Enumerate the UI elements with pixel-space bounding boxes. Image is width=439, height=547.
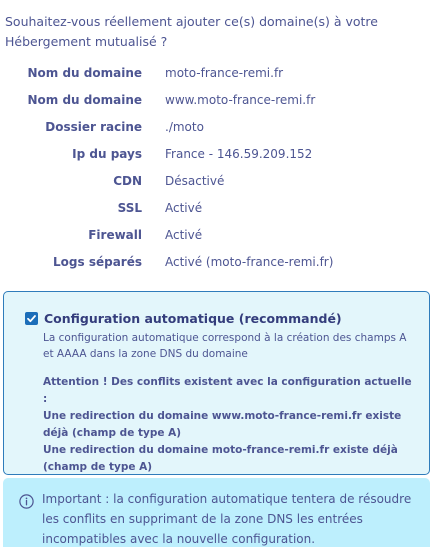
summary-value: ./moto	[165, 119, 204, 134]
domain-summary	[0, 59, 439, 275]
summary-value: Désactivé	[165, 173, 225, 188]
summary-value: moto-france-remi.fr	[165, 65, 284, 80]
summary-row	[0, 59, 439, 86]
summary-row	[0, 221, 439, 248]
auto-config-description: La configuration automatique correspond à la création des champs A et AAAA dans la zone DNS du domaine	[43, 332, 407, 360]
summary-label: Firewall	[88, 227, 142, 242]
auto-config-panel	[3, 291, 430, 475]
confirmation-question: Souhaitez-vous réellement ajouter ce(s) domaine(s) à votre Hébergement mutualisé ?	[5, 14, 378, 49]
summary-label: Ip du pays	[72, 146, 142, 161]
summary-row	[0, 248, 439, 275]
summary-row	[0, 113, 439, 140]
summary-value: Activé	[165, 227, 203, 242]
summary-label: Dossier racine	[45, 119, 142, 134]
summary-row	[0, 167, 439, 194]
summary-label: Nom du domaine	[27, 92, 142, 107]
auto-config-option[interactable]	[25, 311, 342, 326]
summary-label: Nom du domaine	[27, 65, 142, 80]
summary-value: Activé	[165, 200, 203, 215]
summary-value: Activé (moto-france-remi.fr)	[165, 254, 334, 269]
warning-line: Une redirection du domaine www.moto-france-remi.fr existe déjà (champ de type A)	[43, 410, 402, 439]
auto-config-checkbox[interactable]	[25, 312, 38, 325]
auto-config-label: Configuration automatique (recommandé)	[44, 311, 342, 326]
summary-row	[0, 86, 439, 113]
conflict-warning	[43, 374, 418, 476]
summary-value: France - 146.59.209.152	[165, 146, 313, 161]
important-text: Important : la configuration automatique tentera de résoudre les conflits en supprimant de la zone DNS les entrées incompatibles avec la nouvelle configuration.	[42, 492, 412, 546]
important-notice	[3, 478, 430, 547]
checkmark-icon	[26, 313, 37, 324]
warning-title: Attention ! Des conflits existent avec la configuration actuelle :	[43, 376, 412, 405]
info-icon	[19, 494, 34, 509]
summary-label: SSL	[117, 200, 142, 215]
summary-label: Logs séparés	[53, 254, 142, 269]
summary-label: CDN	[113, 173, 142, 188]
summary-row	[0, 140, 439, 167]
warning-line: Une redirection du domaine moto-france-remi.fr existe déjà (champ de type A)	[43, 444, 398, 473]
summary-row	[0, 194, 439, 221]
summary-value: www.moto-france-remi.fr	[165, 92, 316, 107]
